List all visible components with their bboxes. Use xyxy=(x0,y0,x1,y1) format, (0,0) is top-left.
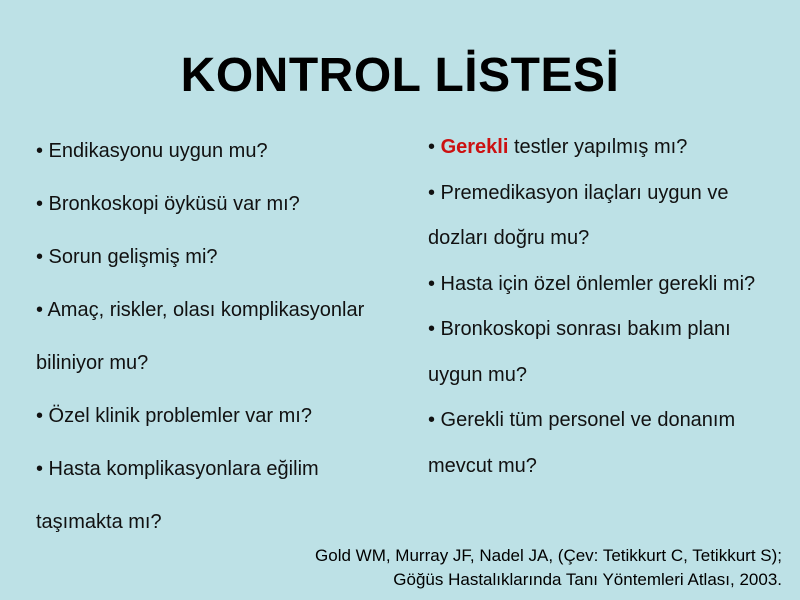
checklist-item: • Endikasyonu uygun mu? xyxy=(36,140,268,162)
checklist-item: • Özel klinik problemler var mı? xyxy=(36,405,312,427)
checklist-item: • Premedikasyon ilaçları uygun ve dozları doğru mu? xyxy=(428,181,729,249)
checklist-item: • Amaç, riskler, olası komplikasyonlar biliniyor mu? xyxy=(36,299,365,374)
checklist-item: • Hasta komplikasyonlara eğilim taşımakta mı? xyxy=(36,458,319,533)
bullet-prefix: • xyxy=(428,136,441,158)
citation xyxy=(315,544,782,592)
checklist-item: • Gerekli tüm personel ve donanım mevcut mu? xyxy=(428,409,736,477)
checklist-item: • Bronkoskopi sonrası bakım planı uygun mu? xyxy=(428,318,731,386)
citation-line-2: Göğüs Hastalıklarında Tanı Yöntemleri Atlası, 2003. xyxy=(393,570,782,589)
checklist-item: • Bronkoskopi öyküsü var mı? xyxy=(36,193,300,215)
highlighted-word: Gerekli xyxy=(440,136,509,158)
right-checklist xyxy=(428,125,783,489)
checklist-item: • Sorun gelişmiş mi? xyxy=(36,246,218,268)
left-checklist xyxy=(36,125,406,549)
slide-title: KONTROL LİSTESİ xyxy=(180,49,620,102)
checklist-item-first xyxy=(428,125,783,171)
item-rest: testler yapılmış mı? xyxy=(508,136,688,158)
checklist-item: • Hasta için özel önlemler gerekli mi? xyxy=(428,272,756,295)
citation-line-1: Gold WM, Murray JF, Nadel JA, (Çev: Tetikkurt C, Tetikkurt S); xyxy=(315,546,782,565)
